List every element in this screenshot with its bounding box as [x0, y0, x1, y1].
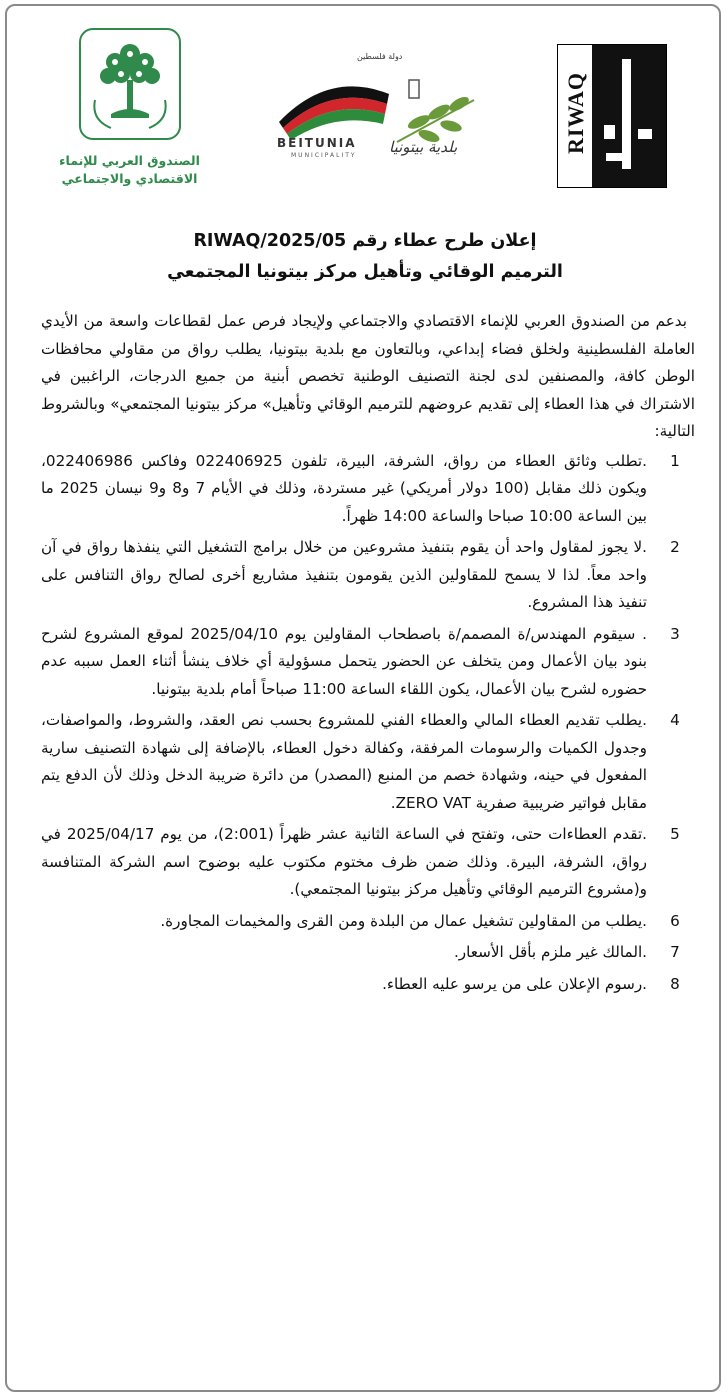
item-number: 4: [670, 711, 680, 729]
riwaq-mark: [592, 45, 666, 187]
item-text: .يطلب من المقاولين تشغيل عمال من البلدة ومن القرى والمخيمات المجاورة.: [160, 911, 647, 930]
condition-item: [41, 707, 695, 817]
tree-emblem-icon: [79, 28, 181, 140]
item-number: 7: [670, 943, 680, 961]
item-number: 5: [670, 825, 680, 843]
municipality-wordmark: MUNICIPALITY: [291, 152, 357, 159]
announcement-body: [41, 308, 695, 1002]
beitunia-municipality-logo: [269, 46, 484, 181]
condition-item: [41, 908, 695, 936]
item-text: .يطلب تقديم العطاء المالي والعطاء الفني للمشروع بحسب نص العقد، والشروط، والمواصفات، وجدول الكميات والرسومات المرفقة، وكفالة دخول العطاء، بالإضافة إلى شهادة التصنيف سارية المفعول في حينه، وشهادة خصم من المنبع (المصدر) من دائرة ضريبة الدخل وذلك لأن الدفع يتم مقابل فواتير ضريبية صفرية ZERO VAT.: [41, 711, 647, 812]
condition-item: [41, 448, 695, 531]
fund-name-line1: الصندوق العربي للإنماء: [59, 153, 200, 168]
item-text: .تطلب وثائق العطاء من رواق، الشرفة، البيرة، تلفون 022406925 وفاكس 022406986، ويكون ذلك مقابل (100 دولار أمريكي) غير مستردة، وذلك في الأيام 7 و8 و9 نيسان 2025 ما بين الساعة 10:00 صباحا والساعة 14:00 ظهراً.: [41, 451, 648, 525]
item-text: .لا يجوز لمقاول واحد أن يقوم بتنفيذ مشروعين من خلال برامج التشغيل التي ينفذها رواق في آن واحد معاً. لذا لا يسمح للمقاولين الذين يقومون بتنفيذ مشاريع أخرى لصالح رواق التنافس على تنفيذ هذا المشروع.: [41, 538, 647, 611]
announcement-frame: [5, 4, 721, 1392]
condition-item: [41, 821, 695, 904]
beitunia-wordmark: BEITUNIA: [277, 136, 357, 150]
announcement-title: [7, 226, 723, 288]
beitunia-arabic-wordmark: بلدية بيتونيا: [389, 138, 458, 156]
item-text: . سيقوم المهندس/ة المصمم/ة باصطحاب المقاولين يوم 2025/04/10 لموقع المشروع لشرح بنود بيان الأعمال ومن يتخلف عن الحضور يتحمل مسؤولية أي خلاف ينشأ أثناء العمل سببه عدم حضوره لشرح بيان الأعمال، يكون اللقاء الساعة 11:00 صباحاً أمام بلدية بيتونيا.: [41, 624, 647, 698]
condition-item: [41, 971, 695, 999]
condition-item: [41, 621, 695, 704]
item-number: 6: [670, 911, 680, 930]
fund-name-line2: الاقتصادي والاجتماعي: [61, 171, 198, 186]
item-number: 1: [670, 451, 680, 470]
state-of-palestine-label: دولة فلسطين: [357, 52, 403, 61]
tender-number-heading: إعلان طرح عطاء رقم RIWAQ/2025/05: [193, 231, 537, 251]
riwaq-logo: [557, 44, 667, 188]
intro-paragraph: بدعم من الصندوق العربي للإنماء الاقتصادي والاجتماعي ولإيجاد فرص عمل لقطاعات واسعة من الأيدي العاملة الفلسطينية ولخلق فضاء إبداعي، وبالتعاون مع بلدية بيتونيا، يطلب رواق من مقاولي محافظات الوطن كافة، والمصنفين لدى لجنة التصنيف الوطنية تخصص أبنية من جميع الدرجات، الراغبين في الاشتراك في هذا العطاء إلى تقديم عروضهم للترميم الوقائي وتأهيل» مركز بيتونيا المجتمعي» وبالشروط التالية:: [41, 312, 695, 440]
item-text: .رسوم الإعلان على من يرسو عليه العطاء.: [382, 974, 647, 993]
item-text: .تقدم العطاءات حتى، وتفتح في الساعة الثانية عشر ظهراً (2:001)، من يوم 2025/04/17 في رواق، الشرفة، البيرة. وذلك ضمن ظرف مختوم مكتوب عليه بوضوح اسم الشركة المتنافسة و(مشروع الترميم الوقائي وتأهيل مركز بيتونيا المجتمعي).: [41, 825, 648, 898]
logo-header: [7, 6, 723, 211]
item-text: .المالك غير ملزم بأقل الأسعار.: [453, 943, 647, 961]
fund-name: [47, 152, 212, 188]
condition-item: [41, 939, 695, 967]
item-number: 3: [670, 624, 680, 643]
project-title-heading: الترميم الوقائي وتأهيل مركز بيتونيا المجتمعي: [167, 262, 563, 282]
item-number: 2: [670, 538, 680, 556]
riwaq-wordmark: RIWAQ: [563, 71, 588, 154]
condition-item: [41, 534, 695, 617]
conditions-list: [41, 448, 695, 999]
item-number: 8: [670, 974, 680, 993]
arab-fund-logo: [47, 28, 212, 203]
